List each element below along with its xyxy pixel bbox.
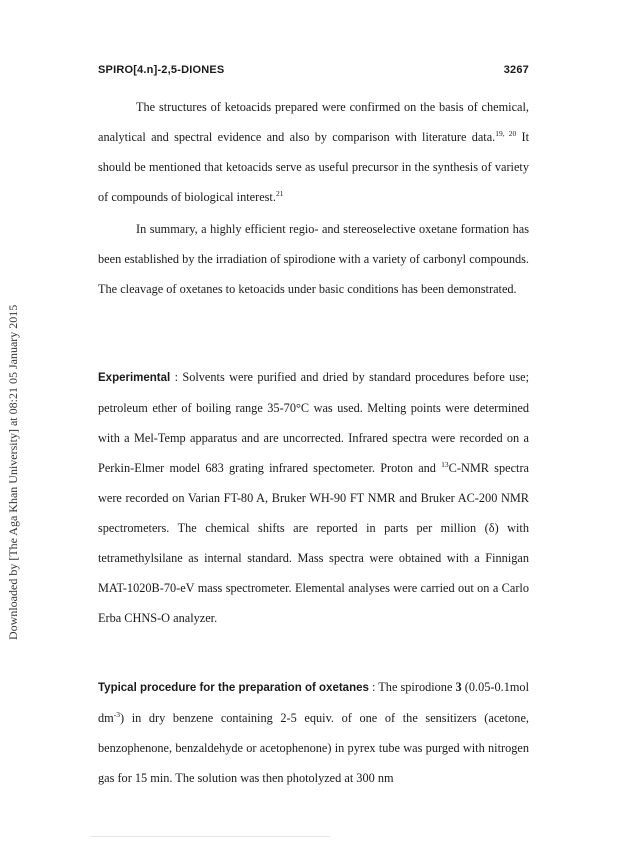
- paragraph-typical-procedure: [98, 672, 529, 793]
- scan-artifact-line: [90, 836, 330, 837]
- experimental-heading: Experimental: [98, 372, 171, 384]
- isotope-13: 13: [441, 460, 449, 469]
- unit-exponent: -3: [113, 710, 120, 719]
- paragraph-experimental: [98, 362, 529, 633]
- procedure-text-c: ) in dry benzene containing 2-5 equiv. of one of the sensitizers (acetone, benzophenone, benzaldehyde or acetophenone) in pyrex tube was purged with nitrogen gas for 15 min. The solution was then photolyzed at 300 nm: [98, 711, 529, 785]
- running-title: SPIRO[4.n]-2,5-DIONES: [98, 64, 225, 76]
- procedure-heading: Typical procedure for the preparation of oxetanes: [98, 682, 369, 694]
- paragraph2-text: In summary, a highly efficient regio- and stereoselective oxetane formation has been established by the irradiation of spirodione with a variety of carbonyl compounds. The cleavage of oxetanes to ketoacids under basic conditions has been demonstrated.: [98, 222, 529, 296]
- download-watermark: [6, 220, 21, 640]
- paragraph-ketoacid-structures: [98, 92, 529, 212]
- page-number: 3267: [503, 64, 529, 76]
- reference-21: 21: [275, 189, 284, 198]
- reference-19-20: 19, 20: [495, 129, 517, 138]
- experimental-text-b: C-NMR spectra were recorded on Varian FT-80 A, Bruker WH-90 FT NMR and Bruker AC-200 NMR spectrometers. The chemical shifts are reported in parts per million (δ) with tetramethylsilane as internal standard. Mass spectra were obtained with a Finnigan MAT-1020B-70-eV mass spectrometer. Elemental analyses were carried out on a Carlo Erba CHNS-O analyzer.: [98, 461, 529, 625]
- procedure-text-b: (0.05-0.1mol dm: [98, 680, 529, 725]
- download-note: Downloaded by [The Aga Khan University] at 08:21 05 January 2015: [6, 304, 20, 640]
- paragraph-summary: [98, 214, 529, 304]
- paragraph1-text-b: It should be mentioned that ketoacids serve as useful precursor in the synthesis of variety of compounds of biological interest.: [98, 130, 530, 204]
- procedure-text-a: : The spirodione: [368, 680, 456, 694]
- paragraph1-text-a: The structures of ketoacids prepared were confirmed on the basis of chemical, analytical and spectral evidence and also by comparison with literature data.: [98, 100, 529, 144]
- compound-number: 3: [455, 680, 462, 694]
- experimental-text-a: : Solvents were purified and dried by standard procedures before use; petroleum ether of boiling range 35-70°C was used. Melting points were determined with a Mel-Temp apparatus and are uncorrected. Infrared spectra were recorded on a Perkin-Elmer model 683 grating infrared spectometer. Proton and: [98, 370, 529, 475]
